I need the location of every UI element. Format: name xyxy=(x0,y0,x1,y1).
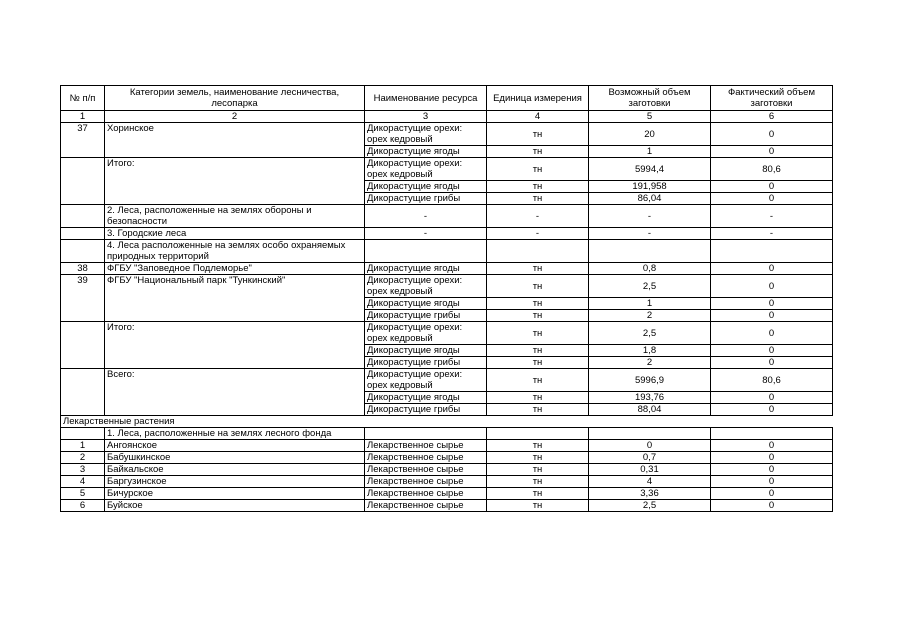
table-row xyxy=(61,240,833,263)
table-row xyxy=(61,123,833,146)
header-row xyxy=(61,86,833,111)
table-row xyxy=(61,228,833,240)
row-possible: 3,36 xyxy=(589,488,711,500)
row-unit: тн xyxy=(487,158,589,181)
row-possible: 0 xyxy=(589,440,711,452)
row-resource: Дикорастущие ягоды xyxy=(365,298,487,310)
row-resource: Дикорастущие орехи: орех кедровый xyxy=(365,322,487,345)
colnum: 4 xyxy=(487,111,589,123)
row-possible: 2,5 xyxy=(589,275,711,298)
row-possible: 191,958 xyxy=(589,181,711,193)
row-possible: 5994,4 xyxy=(589,158,711,181)
row-possible: 2,5 xyxy=(589,500,711,512)
table-row xyxy=(61,428,833,440)
colnum: 3 xyxy=(365,111,487,123)
row-resource: Лекарственное сырье xyxy=(365,488,487,500)
row-actual: 0 xyxy=(711,357,833,369)
header-possible: Возможный объем заготовки xyxy=(589,86,711,111)
row-resource: Дикорастущие ягоды xyxy=(365,392,487,404)
row-unit: тн xyxy=(487,369,589,392)
row-name: Буйское xyxy=(105,500,365,512)
row-no xyxy=(61,158,105,205)
section-title: Лекарственные растения xyxy=(61,416,833,428)
colnum: 6 xyxy=(711,111,833,123)
row-possible: - xyxy=(589,228,711,240)
row-name: Ангоянское xyxy=(105,440,365,452)
row-resource: Дикорастущие грибы xyxy=(365,193,487,205)
colnum: 5 xyxy=(589,111,711,123)
header-resource: Наименование ресурса xyxy=(365,86,487,111)
row-resource: Лекарственное сырье xyxy=(365,440,487,452)
row-resource: Дикорастущие грибы xyxy=(365,357,487,369)
row-actual: 0 xyxy=(711,123,833,146)
row-name: Итого: xyxy=(105,322,365,369)
row-unit: тн xyxy=(487,440,589,452)
row-resource: Дикорастущие грибы xyxy=(365,310,487,322)
row-resource: Лекарственное сырье xyxy=(365,464,487,476)
row-no: 2 xyxy=(61,452,105,464)
row-name: ФГБУ "Национальный парк "Тункинский" xyxy=(105,275,365,322)
row-no xyxy=(61,428,105,440)
row-actual: 0 xyxy=(711,404,833,416)
row-unit: тн xyxy=(487,404,589,416)
row-unit: тн xyxy=(487,298,589,310)
row-resource: Дикорастущие ягоды xyxy=(365,345,487,357)
row-possible: 193,76 xyxy=(589,392,711,404)
row-actual: 0 xyxy=(711,322,833,345)
row-unit: тн xyxy=(487,488,589,500)
row-resource: Лекарственное сырье xyxy=(365,500,487,512)
row-unit: тн xyxy=(487,392,589,404)
row-actual: 0 xyxy=(711,298,833,310)
row-resource: Дикорастущие орехи: орех кедровый xyxy=(365,158,487,181)
row-no xyxy=(61,240,105,263)
row-name: Итого: xyxy=(105,158,365,205)
row-unit: тн xyxy=(487,452,589,464)
row-actual: 0 xyxy=(711,275,833,298)
row-no: 4 xyxy=(61,476,105,488)
row-name: Баргузинское xyxy=(105,476,365,488)
row-unit: тн xyxy=(487,476,589,488)
row-name: Байкальское xyxy=(105,464,365,476)
row-actual: 80,6 xyxy=(711,369,833,392)
row-resource: Дикорастущие грибы xyxy=(365,404,487,416)
row-no xyxy=(61,205,105,228)
row-name: Бабушкинское xyxy=(105,452,365,464)
row-unit: тн xyxy=(487,193,589,205)
row-resource: Дикорастущие ягоды xyxy=(365,263,487,275)
harvest-table xyxy=(60,85,833,512)
row-actual: 0 xyxy=(711,440,833,452)
row-name: Бичурское xyxy=(105,488,365,500)
row-actual: 0 xyxy=(711,476,833,488)
row-actual: 0 xyxy=(711,452,833,464)
row-name: 4. Леса расположенные на землях особо охраняемых природных территорий xyxy=(105,240,365,263)
table-row xyxy=(61,440,833,452)
row-no: 5 xyxy=(61,488,105,500)
row-resource: Дикорастущие ягоды xyxy=(365,146,487,158)
row-actual: 0 xyxy=(711,500,833,512)
table-row xyxy=(61,476,833,488)
row-no: 37 xyxy=(61,123,105,158)
row-no xyxy=(61,322,105,369)
row-unit xyxy=(487,240,589,263)
row-resource: - xyxy=(365,228,487,240)
table-row xyxy=(61,488,833,500)
row-actual: 0 xyxy=(711,193,833,205)
row-name: ФГБУ "Заповедное Подлеморье" xyxy=(105,263,365,275)
row-possible: 0,7 xyxy=(589,452,711,464)
row-unit: тн xyxy=(487,345,589,357)
row-unit: тн xyxy=(487,275,589,298)
row-no xyxy=(61,228,105,240)
row-no xyxy=(61,369,105,416)
row-name: 2. Леса, расположенные на землях обороны и безопасности xyxy=(105,205,365,228)
header-no: № п/п xyxy=(61,86,105,111)
row-possible: 0,8 xyxy=(589,263,711,275)
row-possible: 20 xyxy=(589,123,711,146)
row-possible: 1 xyxy=(589,298,711,310)
row-possible: 4 xyxy=(589,476,711,488)
row-resource xyxy=(365,240,487,263)
row-resource: Дикорастущие орехи: орех кедровый xyxy=(365,123,487,146)
row-possible: 1,8 xyxy=(589,345,711,357)
table-row xyxy=(61,322,833,345)
row-unit: тн xyxy=(487,123,589,146)
row-resource xyxy=(365,428,487,440)
row-unit: - xyxy=(487,228,589,240)
row-name: 1. Леса, расположенные на землях лесного фонда xyxy=(105,428,365,440)
row-actual: 0 xyxy=(711,464,833,476)
row-possible: 0,31 xyxy=(589,464,711,476)
table-row xyxy=(61,369,833,392)
row-no: 3 xyxy=(61,464,105,476)
colnum: 1 xyxy=(61,111,105,123)
table-row xyxy=(61,158,833,181)
row-possible: 1 xyxy=(589,146,711,158)
row-unit: тн xyxy=(487,263,589,275)
row-unit: тн xyxy=(487,357,589,369)
row-unit: тн xyxy=(487,181,589,193)
table-body xyxy=(61,86,833,512)
row-actual: - xyxy=(711,205,833,228)
row-unit xyxy=(487,428,589,440)
row-actual xyxy=(711,428,833,440)
table-row xyxy=(61,263,833,275)
colnum: 2 xyxy=(105,111,365,123)
row-actual: 0 xyxy=(711,146,833,158)
table-row xyxy=(61,205,833,228)
table-row xyxy=(61,464,833,476)
row-name: Хоринское xyxy=(105,123,365,158)
row-possible: 88,04 xyxy=(589,404,711,416)
row-possible: 2,5 xyxy=(589,322,711,345)
section-row xyxy=(61,416,833,428)
row-unit: тн xyxy=(487,310,589,322)
row-actual: 0 xyxy=(711,263,833,275)
row-actual: 0 xyxy=(711,310,833,322)
header-actual: Фактический объем заготовки xyxy=(711,86,833,111)
row-unit: тн xyxy=(487,464,589,476)
table-row xyxy=(61,275,833,298)
row-possible xyxy=(589,240,711,263)
row-possible: 2 xyxy=(589,310,711,322)
header-category: Категории земель, наименование лесничества, лесопарка xyxy=(105,86,365,111)
table-row xyxy=(61,500,833,512)
row-name: 3. Городские леса xyxy=(105,228,365,240)
row-unit: тн xyxy=(487,500,589,512)
row-actual: 0 xyxy=(711,345,833,357)
row-possible: - xyxy=(589,205,711,228)
row-no: 38 xyxy=(61,263,105,275)
row-actual: 0 xyxy=(711,488,833,500)
row-resource: Лекарственное сырье xyxy=(365,452,487,464)
row-actual: 80,6 xyxy=(711,158,833,181)
row-resource: Дикорастущие орехи: орех кедровый xyxy=(365,275,487,298)
row-possible: 2 xyxy=(589,357,711,369)
row-resource: Дикорастущие орехи: орех кедровый xyxy=(365,369,487,392)
row-actual: 0 xyxy=(711,181,833,193)
column-number-row xyxy=(61,111,833,123)
row-unit: тн xyxy=(487,322,589,345)
row-unit: - xyxy=(487,205,589,228)
row-no: 6 xyxy=(61,500,105,512)
row-actual xyxy=(711,240,833,263)
row-resource: Лекарственное сырье xyxy=(365,476,487,488)
row-unit: тн xyxy=(487,146,589,158)
row-possible: 86,04 xyxy=(589,193,711,205)
row-name: Всего: xyxy=(105,369,365,416)
row-resource: Дикорастущие ягоды xyxy=(365,181,487,193)
row-actual: - xyxy=(711,228,833,240)
table-row xyxy=(61,452,833,464)
row-possible: 5996,9 xyxy=(589,369,711,392)
header-unit: Единица измерения xyxy=(487,86,589,111)
row-resource: - xyxy=(365,205,487,228)
row-no: 39 xyxy=(61,275,105,322)
row-possible xyxy=(589,428,711,440)
row-actual: 0 xyxy=(711,392,833,404)
row-no: 1 xyxy=(61,440,105,452)
